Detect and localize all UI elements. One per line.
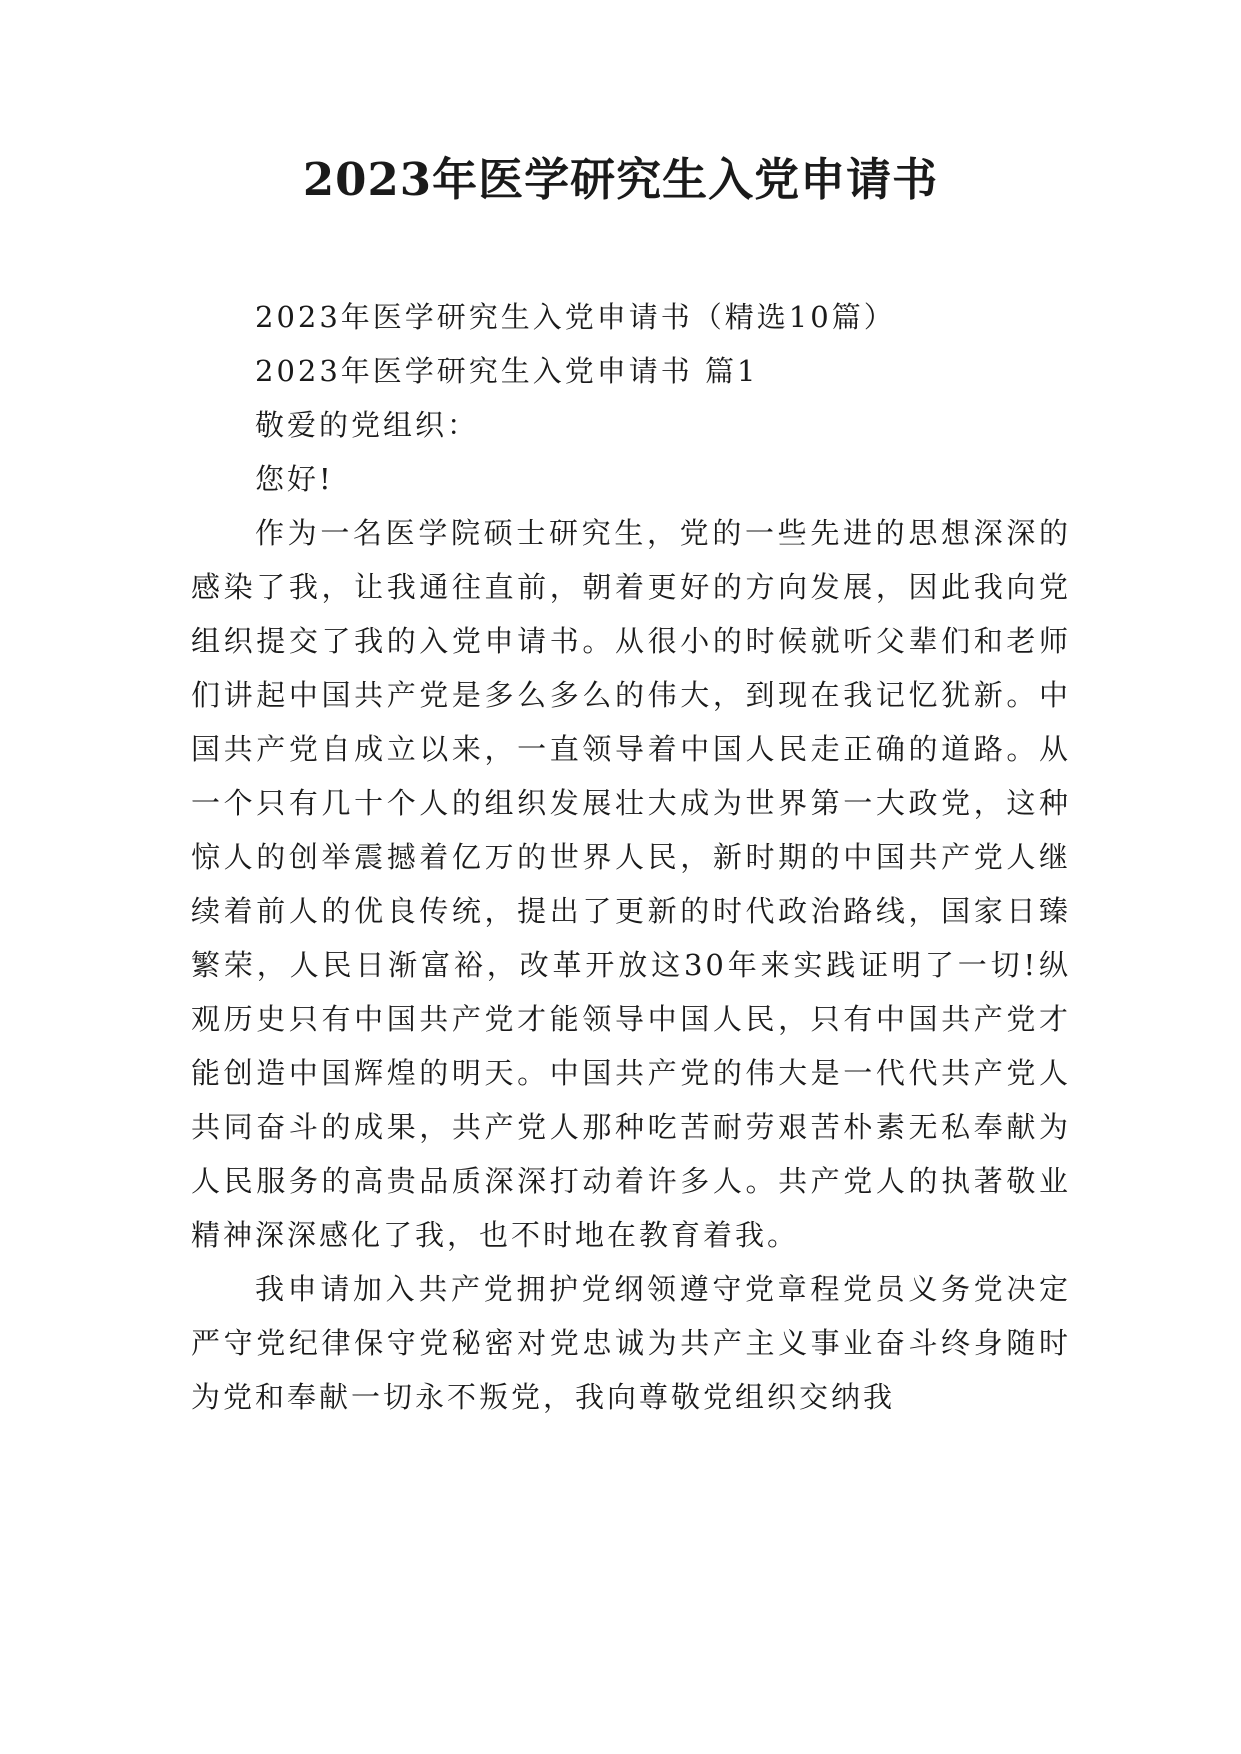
section-heading: 2023年医学研究生入党申请书 篇1 — [255, 354, 759, 388]
greeting: 您好! — [255, 462, 334, 496]
document-title: 2023年医学研究生入党申请书 — [302, 153, 939, 206]
document-subtitle: 2023年医学研究生入党申请书（精选10篇） — [255, 300, 896, 334]
body-paragraph: 作为一名医学院硕士研究生，党的一些先进的思想深深的感染了我，让我通往直前，朝着更好的方向发展，因此我向党组织提交了我的入党申请书。从很小的时候就听父辈们和老师们讲起中国共产党是多么多么的伟大，到现在我记忆犹新。中国共产党自成立以来，一直领导着中国人民走正确的道路。从一个只有几十个人的组织发展壮大成为世界第一大政党，这种惊人的创举震撼着亿万的世界人民，新时期的中国共产党人继续着前人的优良传统，提出了更新的时代政治路线，国家日臻繁荣，人民日渐富裕，改革开放这30年来实践证明了一切!纵观历史只有中国共产党才能领导中国人民，只有中国共产党才能创造中国辉煌的明天。中国共产党的伟大是一代代共产党人共同奋斗的成果，共产党人那种吃苦耐劳艰苦朴素无私奉献为人民服务的高贵品质深深打动着许多人。共产党人的执著敬业精神深深感化了我，也不时地在教育着我。 — [191, 516, 1071, 1252]
document-body — [191, 290, 1071, 1424]
body-paragraph: 我申请加入共产党拥护党纲领遵守党章程党员义务党决定严守党纪律保守党秘密对党忠诚为共产主义事业奋斗终身随时为党和奉献一切永不叛党，我向尊敬党组织交纳我 — [191, 1272, 1071, 1414]
salutation: 敬爱的党组织： — [255, 408, 480, 442]
